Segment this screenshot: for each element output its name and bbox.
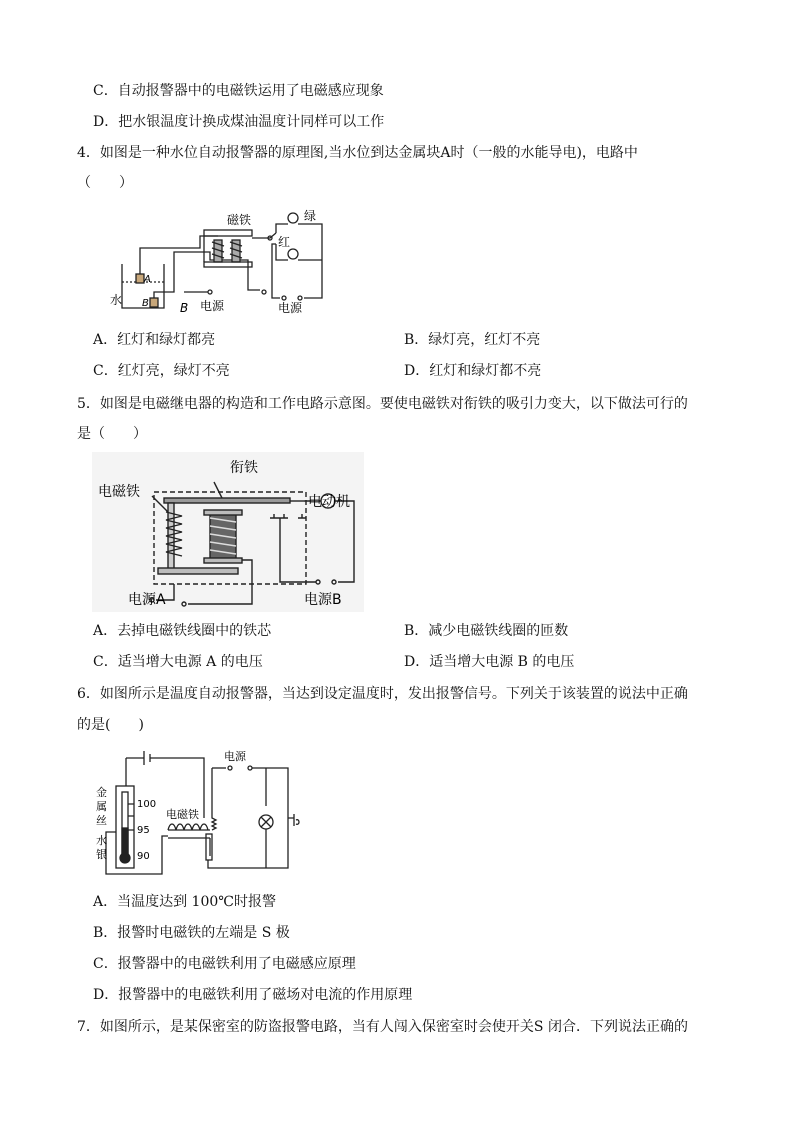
q5-label-power-a: 电源A [128, 592, 166, 608]
q4-option-d: D．红灯和绿灯都不亮 [404, 363, 542, 379]
q5-figure [92, 452, 364, 612]
q5-option-a: A．去掉电磁铁线圈中的铁芯 [93, 623, 272, 639]
q6-option-b: B．报警时电磁铁的左端是 S 极 [93, 925, 290, 941]
q6-option-c: C．报警器中的电磁铁利用了电磁感应原理 [93, 956, 356, 972]
q7-stem: 7．如图所示，是某保密室的防盗报警电路，当有人闯入保密室时会使开关S 闭合．下列说法正确的 [77, 1019, 688, 1035]
q6-label-metal-2: 属 [96, 800, 107, 813]
q4-label-green: 绿 [304, 209, 317, 223]
q4-label-water: 水 [110, 293, 123, 307]
q5-stem-cont: 是（ ） [77, 426, 147, 442]
q5-stem: 5．如图是电磁继电器的构造和工作电路示意图。要使电磁铁对衔铁的吸引力变大，以下做法可行的 [77, 396, 688, 412]
q3-option-d: D．把水银温度计换成煤油温度计同样可以工作 [93, 114, 385, 130]
q6-label-electromagnet: 电磁铁 [166, 808, 199, 821]
q4-label-a: A [144, 274, 151, 285]
q5-label-motor: 电动机 [308, 494, 350, 510]
q6-option-a: A．当温度达到 100℃时报警 [93, 894, 276, 910]
q6-tick-95: 95 [137, 825, 150, 836]
q4-figure [100, 200, 340, 318]
q6-tick-90: 90 [137, 851, 150, 862]
q4-option-b: B．绿灯亮，红灯不亮 [404, 332, 541, 348]
q5-option-b: B．减少电磁铁线圈的匝数 [404, 623, 569, 639]
q4-label-red: 红 [278, 235, 291, 249]
q4-option-c: C．红灯亮，绿灯不亮 [93, 363, 230, 379]
q5-label-electromagnet: 电磁铁 [98, 484, 140, 500]
q6-label-metal-3: 丝 [96, 814, 107, 827]
q4-label-power1: 电源 [200, 299, 225, 313]
q4-stem-cont: （ ） [77, 175, 133, 191]
q4-option-a: A．红灯和绿灯都亮 [93, 332, 216, 348]
q5-label-power-b: 电源B [304, 592, 342, 608]
q6-stem-cont: 的是( ) [77, 717, 144, 733]
q4-label-magnet: 磁铁 [227, 213, 252, 227]
q5-option-d: D．适当增大电源 B 的电压 [404, 654, 575, 670]
q6-tick-100: 100 [137, 799, 157, 810]
q6-label-power: 电源 [224, 750, 246, 763]
q6-stem: 6．如图所示是温度自动报警器，当达到设定温度时，发出报警信号。下列关于该装置的说法中正确 [77, 686, 688, 702]
q5-label-armature: 衔铁 [230, 460, 258, 476]
q4-label-power2: 电源 [278, 301, 303, 315]
q4-stem: 4．如图是一种水位自动报警器的原理图,当水位到达金属块A时（一般的水能导电)，电路中 [77, 145, 638, 161]
q6-label-mercury-1: 水 [96, 834, 107, 847]
q4-label-b-small: B [142, 298, 149, 309]
q5-option-c: C．适当增大电源 A 的电压 [93, 654, 263, 670]
q4-label-b: B [180, 301, 189, 315]
q3-option-c: C．自动报警器中的电磁铁运用了电磁感应现象 [93, 83, 384, 99]
q6-figure [92, 746, 308, 878]
q6-option-d: D．报警器中的电磁铁利用了磁场对电流的作用原理 [93, 987, 413, 1003]
q6-label-metal-1: 金 [96, 786, 107, 799]
q6-label-mercury-2: 银 [96, 848, 107, 861]
